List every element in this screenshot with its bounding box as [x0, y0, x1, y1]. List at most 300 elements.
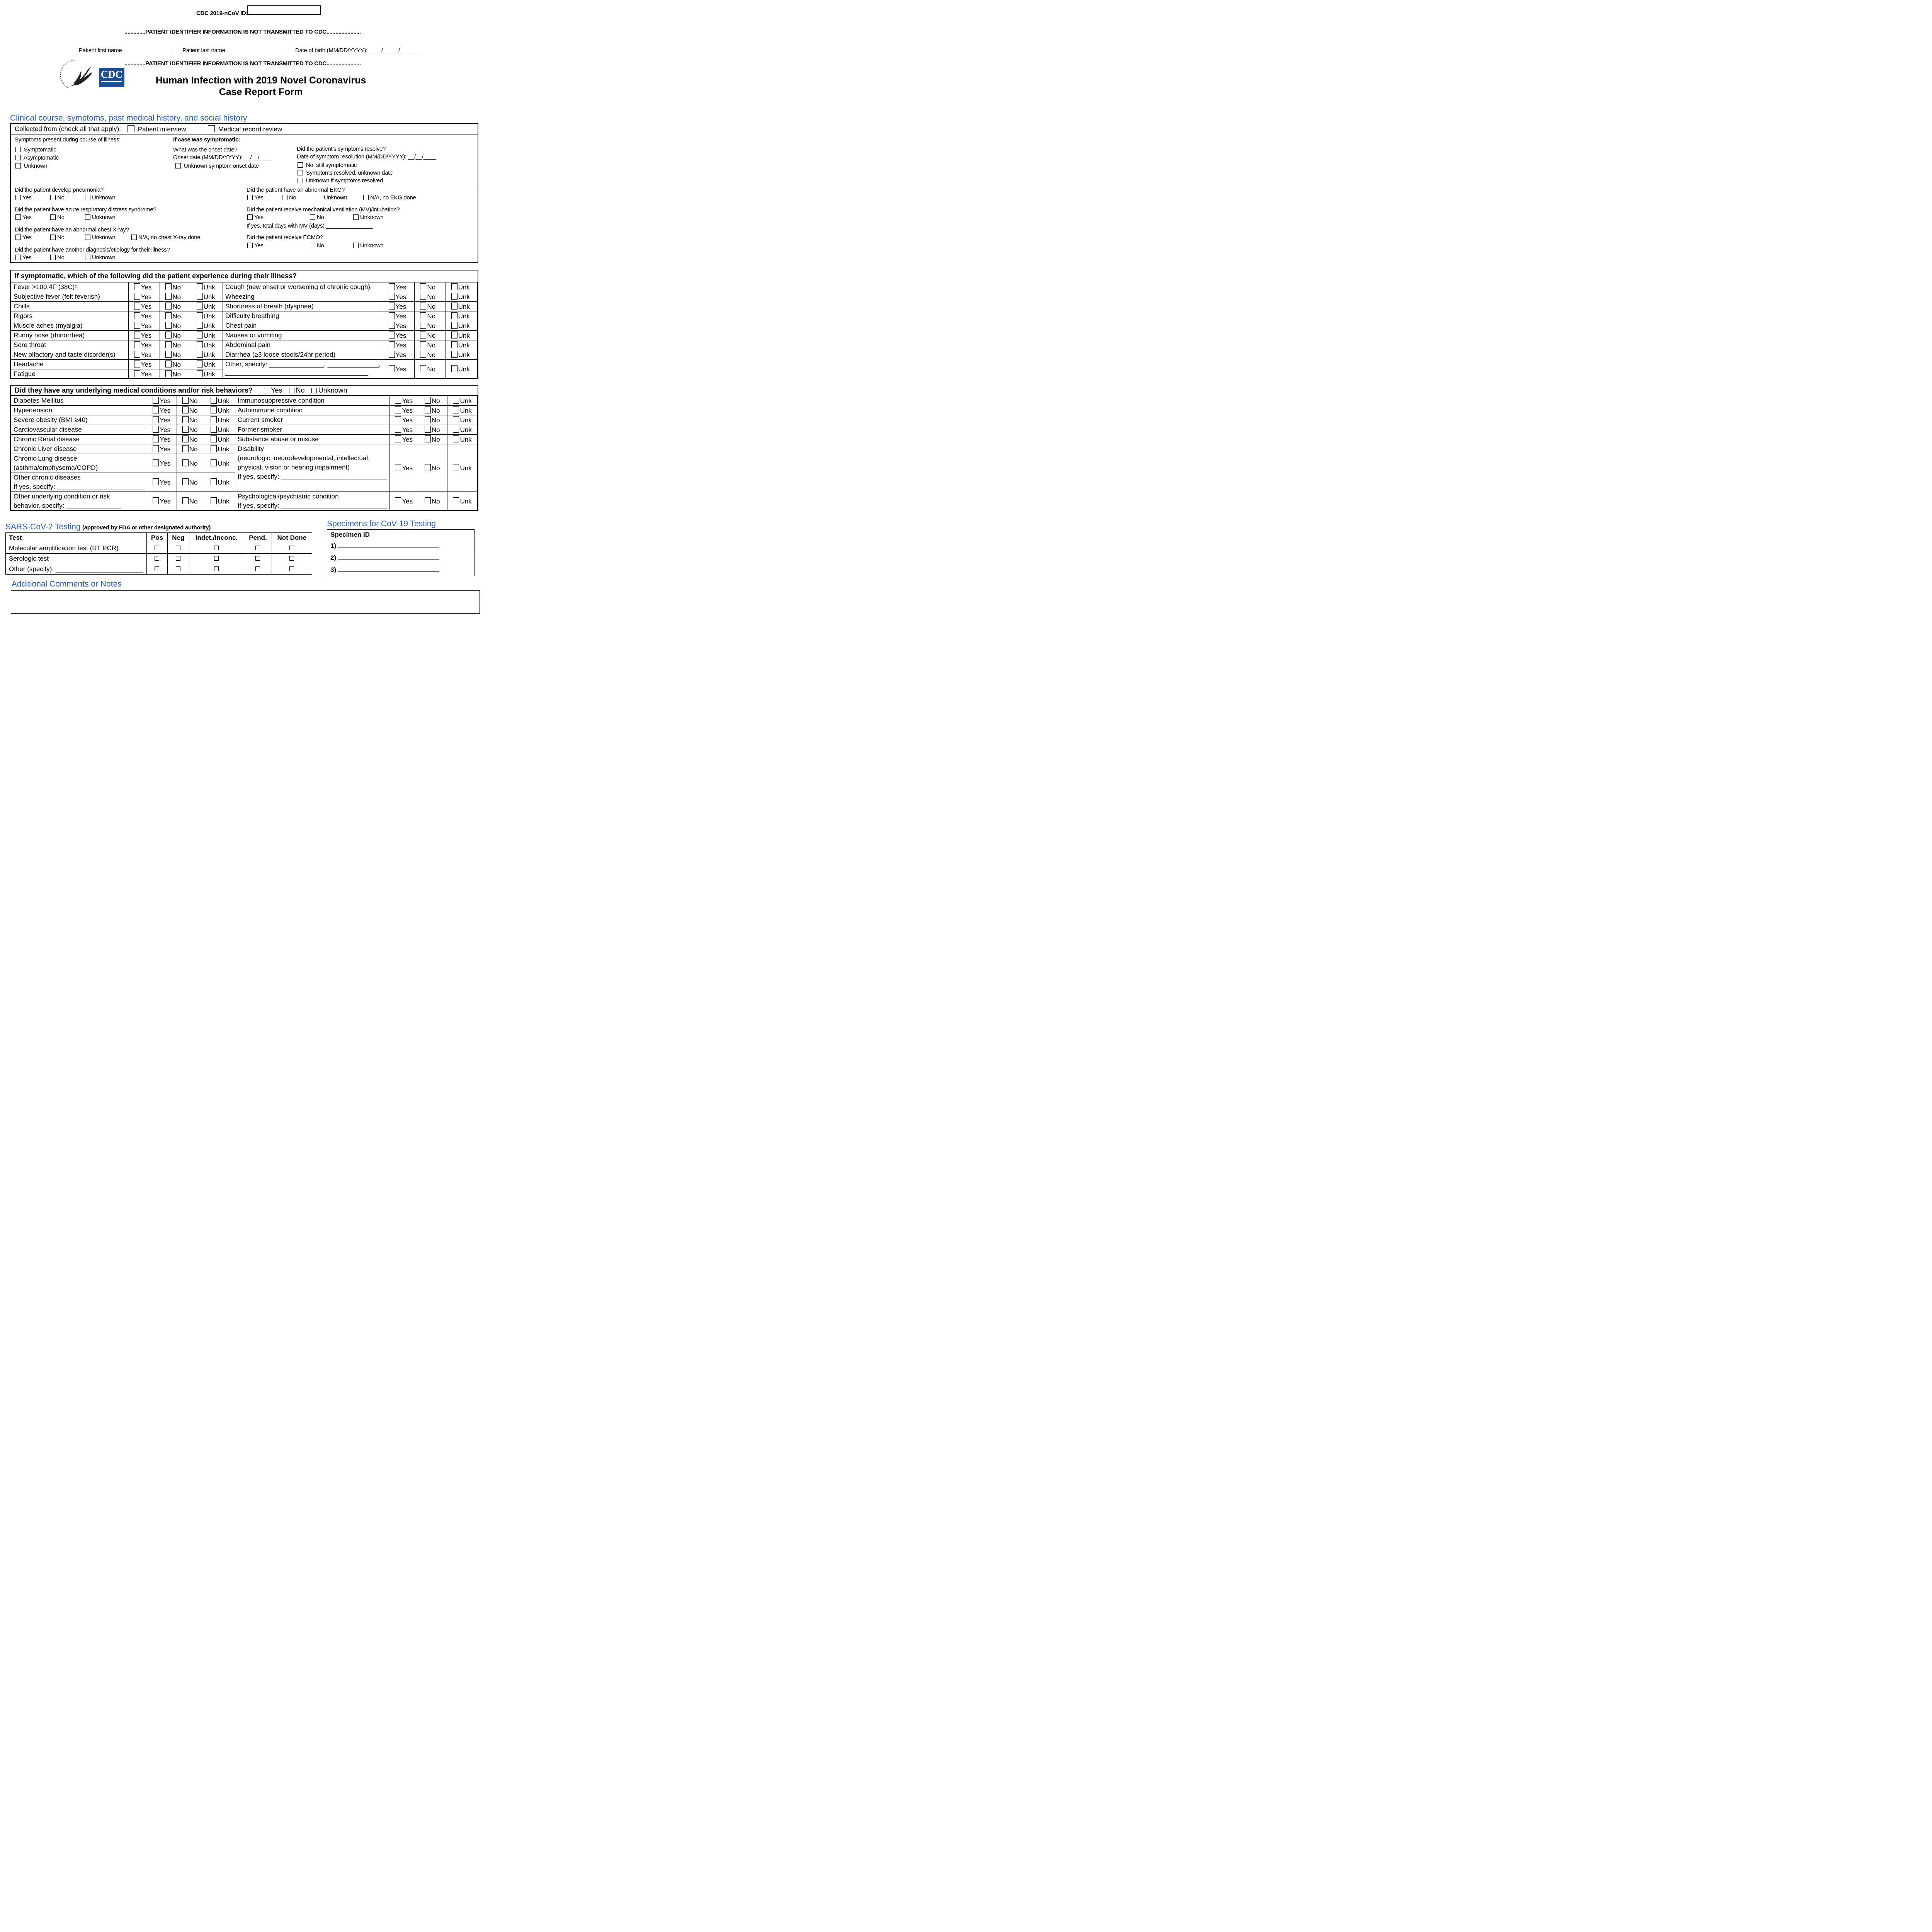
checkbox-icon[interactable]: [153, 459, 159, 466]
checkbox-icon[interactable]: [425, 397, 431, 404]
checkbox-icon[interactable]: [128, 125, 134, 132]
checkbox-icon[interactable]: [451, 332, 457, 338]
checkbox-icon[interactable]: [420, 351, 426, 358]
checkbox-icon[interactable]: [176, 546, 180, 550]
checkbox-icon[interactable]: [451, 351, 457, 358]
symptom-left-unk-cell[interactable]: [191, 302, 223, 311]
checkbox-icon[interactable]: [155, 546, 159, 550]
symptom-left-no-cell[interactable]: [160, 369, 191, 379]
checkbox-icon[interactable]: [310, 214, 315, 220]
condition-left-no-cell[interactable]: [177, 425, 205, 435]
still-symptomatic-option[interactable]: [298, 162, 357, 168]
checkbox-icon[interactable]: [353, 243, 359, 248]
symptom-right-unk-cell[interactable]: [446, 302, 477, 311]
symptom-right-unk-cell[interactable]: [446, 331, 477, 340]
checkbox-icon[interactable]: [176, 556, 180, 561]
checkbox-icon[interactable]: [182, 435, 189, 442]
checkbox-icon[interactable]: [451, 303, 457, 310]
checkbox-icon[interactable]: [197, 322, 203, 329]
checkbox-icon[interactable]: [175, 163, 181, 168]
test-result-cell[interactable]: [189, 543, 244, 554]
checkbox-icon[interactable]: [85, 195, 90, 200]
checkbox-icon[interactable]: [453, 397, 459, 404]
checkbox-icon[interactable]: [197, 332, 203, 338]
condition-left-yes-cell[interactable]: [147, 435, 177, 444]
condition-left-yes-cell[interactable]: [147, 425, 177, 435]
checkbox-icon[interactable]: [85, 214, 90, 220]
checkbox-icon[interactable]: [214, 566, 219, 571]
checkbox-icon[interactable]: [211, 459, 217, 466]
symptom-left-yes-cell[interactable]: [128, 282, 160, 292]
checkbox-icon[interactable]: [264, 388, 269, 393]
checkbox-icon[interactable]: [453, 406, 459, 413]
condition-right-yes-cell[interactable]: [389, 492, 419, 511]
condition-left-unk-cell[interactable]: [205, 435, 235, 444]
checkbox-icon[interactable]: [153, 497, 159, 504]
condition-left-no-cell[interactable]: [177, 396, 205, 406]
symptom-left-unk-cell[interactable]: [191, 292, 223, 302]
condition-right-yes-cell[interactable]: [389, 415, 419, 425]
condition-right-yes-cell[interactable]: [389, 444, 419, 492]
checkbox-icon[interactable]: [389, 341, 395, 348]
checkbox-icon[interactable]: [197, 312, 203, 319]
checkbox-icon[interactable]: [165, 312, 172, 319]
symptom-left-yes-cell[interactable]: [128, 311, 160, 321]
checkbox-icon[interactable]: [165, 322, 172, 329]
checkbox-icon[interactable]: [134, 351, 140, 358]
checkbox-icon[interactable]: [50, 235, 56, 240]
checkbox-icon[interactable]: [155, 556, 159, 561]
condition-right-unk-cell[interactable]: [447, 415, 478, 425]
symptom-right-unk-cell[interactable]: [446, 292, 477, 302]
symptom-right-no-cell[interactable]: [415, 302, 446, 311]
condition-left-unk-cell[interactable]: [205, 492, 235, 511]
condition-right-yes-cell[interactable]: [389, 396, 419, 406]
checkbox-icon[interactable]: [134, 303, 140, 310]
checkbox-icon[interactable]: [197, 303, 203, 310]
symptom-right-no-cell[interactable]: [415, 292, 446, 302]
checkbox-icon[interactable]: [363, 195, 369, 200]
symptom-right-yes-cell[interactable]: [383, 302, 415, 311]
checkbox-icon[interactable]: [182, 406, 189, 413]
checkbox-icon[interactable]: [214, 556, 219, 561]
condition-left-yes-cell[interactable]: [147, 492, 177, 511]
checkbox-icon[interactable]: [389, 365, 395, 372]
symptom-left-unk-cell[interactable]: [191, 340, 223, 350]
medical-record-option[interactable]: [208, 125, 282, 133]
checkbox-icon[interactable]: [197, 283, 203, 290]
condition-left-no-cell[interactable]: [177, 435, 205, 444]
checkbox-icon[interactable]: [50, 214, 56, 220]
symptom-right-yes-cell[interactable]: [383, 331, 415, 340]
checkbox-icon[interactable]: [134, 312, 140, 319]
condition-left-yes-cell[interactable]: [147, 444, 177, 454]
checkbox-icon[interactable]: [425, 416, 431, 423]
unknown-option[interactable]: [15, 163, 47, 169]
condition-left-unk-cell[interactable]: [205, 425, 235, 435]
symptom-left-yes-cell[interactable]: [128, 302, 160, 311]
checkbox-icon[interactable]: [208, 125, 215, 132]
symptom-other-cell[interactable]: [223, 360, 383, 379]
checkbox-icon[interactable]: [453, 497, 459, 504]
symptom-right-no-cell[interactable]: [415, 350, 446, 360]
checkbox-icon[interactable]: [134, 332, 140, 338]
checkbox-icon[interactable]: [298, 178, 303, 183]
checkbox-icon[interactable]: [165, 303, 172, 310]
test-result-cell[interactable]: [189, 564, 244, 575]
checkbox-icon[interactable]: [15, 255, 21, 260]
condition-left-unk-cell[interactable]: [205, 396, 235, 406]
test-result-cell[interactable]: [244, 554, 272, 564]
test-result-cell[interactable]: [168, 564, 189, 575]
specimen-id-input[interactable]: [338, 571, 439, 572]
symptom-right-yes-cell[interactable]: [383, 321, 415, 331]
checkbox-icon[interactable]: [182, 478, 189, 485]
checkbox-icon[interactable]: [197, 370, 203, 377]
checkbox-icon[interactable]: [15, 214, 21, 220]
comments-textarea[interactable]: [11, 590, 480, 614]
checkbox-icon[interactable]: [197, 361, 203, 367]
condition-right-yes-cell[interactable]: [389, 425, 419, 435]
symptom-left-no-cell[interactable]: [160, 350, 191, 360]
condition-right-no-cell[interactable]: [419, 415, 447, 425]
checkbox-icon[interactable]: [389, 322, 395, 329]
symptom-left-no-cell[interactable]: [160, 321, 191, 331]
checkbox-icon[interactable]: [165, 283, 172, 290]
checkbox-icon[interactable]: [395, 497, 401, 504]
checkbox-icon[interactable]: [134, 361, 140, 367]
condition-right-unk-cell[interactable]: [447, 406, 478, 415]
symptom-right-no-cell[interactable]: [415, 321, 446, 331]
checkbox-icon[interactable]: [182, 497, 189, 504]
checkbox-icon[interactable]: [165, 351, 172, 358]
checkbox-icon[interactable]: [165, 332, 172, 338]
checkbox-icon[interactable]: [15, 235, 21, 240]
symptom-right-no-cell[interactable]: [415, 311, 446, 321]
specimen-cell[interactable]: [327, 552, 474, 564]
test-result-cell[interactable]: [244, 564, 272, 575]
symptom-right-unk-cell[interactable]: [446, 321, 477, 331]
checkbox-icon[interactable]: [131, 235, 137, 240]
checkbox-icon[interactable]: [420, 293, 426, 300]
symptom-right-unk-cell[interactable]: [446, 350, 477, 360]
checkbox-icon[interactable]: [289, 556, 294, 561]
checkbox-icon[interactable]: [255, 556, 260, 561]
condition-left-no-cell[interactable]: [177, 492, 205, 511]
test-result-cell[interactable]: [146, 554, 167, 564]
symptom-left-no-cell[interactable]: [160, 340, 191, 350]
conditions-yes-option[interactable]: [264, 386, 282, 394]
checkbox-icon[interactable]: [395, 406, 401, 413]
checkbox-icon[interactable]: [153, 406, 159, 413]
unknown-if-resolved-option[interactable]: [298, 177, 383, 184]
checkbox-icon[interactable]: [153, 426, 159, 433]
condition-left-unk-cell[interactable]: [205, 473, 235, 492]
checkbox-icon[interactable]: [317, 195, 322, 200]
symptom-left-yes-cell[interactable]: [128, 340, 160, 350]
checkbox-icon[interactable]: [134, 283, 140, 290]
symptomatic-option[interactable]: [15, 146, 56, 153]
symptom-left-unk-cell[interactable]: [191, 331, 223, 340]
symptom-left-yes-cell[interactable]: [128, 350, 160, 360]
checkbox-icon[interactable]: [451, 293, 457, 300]
checkbox-icon[interactable]: [197, 293, 203, 300]
checkbox-icon[interactable]: [353, 214, 359, 220]
condition-right-no-cell[interactable]: [419, 396, 447, 406]
checkbox-icon[interactable]: [85, 255, 90, 260]
checkbox-icon[interactable]: [214, 546, 219, 550]
checkbox-icon[interactable]: [165, 341, 172, 348]
checkbox-icon[interactable]: [425, 464, 431, 471]
onset-date-field[interactable]: Onset date (MM/DD/YYYY): __/__/____: [173, 154, 272, 161]
condition-right-no-cell[interactable]: [419, 425, 447, 435]
condition-left-yes-cell[interactable]: [147, 454, 177, 473]
checkbox-icon[interactable]: [451, 341, 457, 348]
checkbox-icon[interactable]: [420, 283, 426, 290]
symptom-left-yes-cell[interactable]: [128, 292, 160, 302]
condition-left-unk-cell[interactable]: [205, 406, 235, 415]
symptom-right-yes-cell[interactable]: [383, 350, 415, 360]
test-result-cell[interactable]: [244, 543, 272, 554]
symptom-right-yes-cell[interactable]: [383, 311, 415, 321]
dob-field[interactable]: Date of birth (MM/DD/YYYY): ____/_____/_______: [295, 47, 422, 54]
checkbox-icon[interactable]: [165, 293, 172, 300]
checkbox-icon[interactable]: [165, 361, 172, 367]
symptom-right-no-cell[interactable]: [415, 340, 446, 350]
checkbox-icon[interactable]: [453, 426, 459, 433]
symptom-left-unk-cell[interactable]: [191, 369, 223, 379]
symptom-right-unk-cell[interactable]: [446, 340, 477, 350]
checkbox-icon[interactable]: [425, 497, 431, 504]
condition-left-unk-cell[interactable]: [205, 454, 235, 473]
checkbox-icon[interactable]: [298, 170, 303, 175]
checkbox-icon[interactable]: [155, 566, 159, 571]
checkbox-icon[interactable]: [211, 406, 217, 413]
symptom-left-no-cell[interactable]: [160, 360, 191, 369]
condition-right-no-cell[interactable]: [419, 444, 447, 492]
checkbox-icon[interactable]: [153, 478, 159, 485]
checkbox-icon[interactable]: [50, 195, 56, 200]
condition-right-unk-cell[interactable]: [447, 396, 478, 406]
checkbox-icon[interactable]: [389, 293, 395, 300]
test-result-cell[interactable]: [272, 564, 312, 575]
checkbox-icon[interactable]: [211, 397, 217, 404]
condition-right-no-cell[interactable]: [419, 492, 447, 511]
checkbox-icon[interactable]: [451, 312, 457, 319]
checkbox-icon[interactable]: [247, 195, 253, 200]
patient-interview-option[interactable]: [128, 125, 186, 133]
checkbox-icon[interactable]: [311, 388, 317, 393]
checkbox-icon[interactable]: [425, 426, 431, 433]
checkbox-icon[interactable]: [247, 243, 253, 248]
symptom-left-unk-cell[interactable]: [191, 282, 223, 292]
checkbox-icon[interactable]: [451, 365, 457, 372]
symptom-right-yes-cell[interactable]: [383, 340, 415, 350]
checkbox-icon[interactable]: [211, 497, 217, 504]
checkbox-icon[interactable]: [85, 235, 90, 240]
checkbox-icon[interactable]: [197, 341, 203, 348]
checkbox-icon[interactable]: [420, 341, 426, 348]
checkbox-icon[interactable]: [247, 214, 253, 220]
symptom-left-unk-cell[interactable]: [191, 350, 223, 360]
checkbox-icon[interactable]: [310, 243, 315, 248]
checkbox-icon[interactable]: [289, 546, 294, 550]
checkbox-icon[interactable]: [420, 332, 426, 338]
symptom-other-yes-cell[interactable]: [383, 360, 415, 379]
checkbox-icon[interactable]: [453, 416, 459, 423]
condition-right-unk-cell[interactable]: [447, 425, 478, 435]
checkbox-icon[interactable]: [182, 416, 189, 423]
checkbox-icon[interactable]: [453, 464, 459, 471]
symptom-left-yes-cell[interactable]: [128, 369, 160, 379]
condition-left-no-cell[interactable]: [177, 454, 205, 473]
symptom-other-no-cell[interactable]: [415, 360, 446, 379]
condition-right-no-cell[interactable]: [419, 435, 447, 444]
condition-right-yes-cell[interactable]: [389, 406, 419, 415]
resolution-date-field[interactable]: Date of symptom resolution (MM/DD/YYYY): __/__/____: [297, 153, 436, 160]
checkbox-icon[interactable]: [255, 566, 260, 571]
symptom-left-no-cell[interactable]: [160, 311, 191, 321]
checkbox-icon[interactable]: [451, 322, 457, 329]
symptom-left-yes-cell[interactable]: [128, 321, 160, 331]
symptom-left-yes-cell[interactable]: [128, 331, 160, 340]
symptom-left-no-cell[interactable]: [160, 282, 191, 292]
checkbox-icon[interactable]: [182, 426, 189, 433]
specimen-cell[interactable]: [327, 540, 474, 552]
checkbox-icon[interactable]: [211, 435, 217, 442]
checkbox-icon[interactable]: [453, 435, 459, 442]
condition-left-unk-cell[interactable]: [205, 415, 235, 425]
checkbox-icon[interactable]: [50, 255, 56, 260]
condition-left-no-cell[interactable]: [177, 473, 205, 492]
checkbox-icon[interactable]: [176, 566, 180, 571]
checkbox-icon[interactable]: [153, 445, 159, 452]
checkbox-icon[interactable]: [134, 341, 140, 348]
checkbox-icon[interactable]: [389, 283, 395, 290]
checkbox-icon[interactable]: [389, 312, 395, 319]
conditions-no-option[interactable]: [289, 386, 305, 394]
symptom-left-unk-cell[interactable]: [191, 321, 223, 331]
symptom-left-unk-cell[interactable]: [191, 360, 223, 369]
checkbox-icon[interactable]: [134, 322, 140, 329]
checkbox-icon[interactable]: [451, 283, 457, 290]
checkbox-icon[interactable]: [255, 546, 260, 550]
symptom-right-unk-cell[interactable]: [446, 282, 477, 292]
checkbox-icon[interactable]: [15, 147, 21, 152]
checkbox-icon[interactable]: [395, 397, 401, 404]
checkbox-icon[interactable]: [182, 397, 189, 404]
checkbox-icon[interactable]: [134, 370, 140, 377]
symptom-left-no-cell[interactable]: [160, 331, 191, 340]
checkbox-icon[interactable]: [15, 163, 21, 168]
checkbox-icon[interactable]: [298, 162, 303, 168]
symptom-right-no-cell[interactable]: [415, 282, 446, 292]
checkbox-icon[interactable]: [420, 365, 426, 372]
checkbox-icon[interactable]: [134, 293, 140, 300]
checkbox-icon[interactable]: [425, 406, 431, 413]
condition-left-no-cell[interactable]: [177, 406, 205, 415]
checkbox-icon[interactable]: [211, 426, 217, 433]
checkbox-icon[interactable]: [211, 416, 217, 423]
checkbox-icon[interactable]: [197, 351, 203, 358]
checkbox-icon[interactable]: [153, 397, 159, 404]
test-result-cell[interactable]: [168, 554, 189, 564]
checkbox-icon[interactable]: [395, 435, 401, 442]
symptom-left-unk-cell[interactable]: [191, 311, 223, 321]
unknown-onset-option[interactable]: [175, 163, 259, 169]
resolved-unknown-option[interactable]: [298, 170, 393, 176]
test-result-cell[interactable]: [146, 543, 167, 554]
symptom-right-yes-cell[interactable]: [383, 282, 415, 292]
condition-left-yes-cell[interactable]: [147, 415, 177, 425]
asymptomatic-option[interactable]: [15, 155, 59, 161]
checkbox-icon[interactable]: [211, 478, 217, 485]
checkbox-icon[interactable]: [15, 155, 21, 160]
condition-left-no-cell[interactable]: [177, 444, 205, 454]
specimen-cell[interactable]: [327, 564, 474, 576]
symptom-other-line[interactable]: [225, 368, 368, 376]
symptom-other-unk-cell[interactable]: [446, 360, 477, 379]
checkbox-icon[interactable]: [395, 416, 401, 423]
test-result-cell[interactable]: [189, 554, 244, 564]
symptom-left-no-cell[interactable]: [160, 292, 191, 302]
checkbox-icon[interactable]: [153, 435, 159, 442]
condition-left-yes-cell[interactable]: [147, 473, 177, 492]
checkbox-icon[interactable]: [420, 322, 426, 329]
checkbox-icon[interactable]: [289, 566, 294, 571]
conditions-unknown-option[interactable]: [311, 386, 347, 394]
condition-right-yes-cell[interactable]: [389, 435, 419, 444]
condition-left-no-cell[interactable]: [177, 415, 205, 425]
test-result-cell[interactable]: [272, 543, 312, 554]
test-result-cell[interactable]: [168, 543, 189, 554]
checkbox-icon[interactable]: [182, 459, 189, 466]
checkbox-icon[interactable]: [211, 445, 217, 452]
unk-label: Unk: [458, 303, 470, 310]
checkbox-icon[interactable]: [165, 370, 172, 377]
checkbox-icon[interactable]: [389, 332, 395, 338]
checkbox-icon[interactable]: [395, 464, 401, 471]
condition-right-unk-cell[interactable]: [447, 492, 478, 511]
checkbox-icon[interactable]: [282, 195, 287, 200]
checkbox-icon[interactable]: [182, 445, 189, 452]
test-result-cell[interactable]: [272, 554, 312, 564]
condition-right-no-cell[interactable]: [419, 406, 447, 415]
symptom-left-no-cell[interactable]: [160, 302, 191, 311]
symptom-left-yes-cell[interactable]: [128, 360, 160, 369]
checkbox-icon[interactable]: [395, 426, 401, 433]
mv-days-field[interactable]: If yes, total days with MV (days) _______________: [247, 223, 373, 229]
checkbox-icon[interactable]: [153, 416, 159, 423]
checkbox-icon[interactable]: [425, 435, 431, 442]
condition-right-unk-cell[interactable]: [447, 435, 478, 444]
condition-left-yes-cell[interactable]: [147, 396, 177, 406]
checkbox-icon[interactable]: [389, 303, 395, 310]
checkbox-icon[interactable]: [389, 351, 395, 358]
symptom-right-no-cell[interactable]: [415, 331, 446, 340]
checkbox-icon[interactable]: [420, 312, 426, 319]
checkbox-icon[interactable]: [420, 303, 426, 310]
cdc-id-input[interactable]: [247, 5, 321, 15]
condition-left-yes-cell[interactable]: [147, 406, 177, 415]
condition-left-unk-cell[interactable]: [205, 444, 235, 454]
symptom-right-yes-cell[interactable]: [383, 292, 415, 302]
condition-right-unk-cell[interactable]: [447, 444, 478, 492]
symptom-right-unk-cell[interactable]: [446, 311, 477, 321]
checkbox-icon[interactable]: [289, 388, 294, 393]
checkbox-icon[interactable]: [15, 195, 21, 200]
test-result-cell[interactable]: [146, 564, 167, 575]
